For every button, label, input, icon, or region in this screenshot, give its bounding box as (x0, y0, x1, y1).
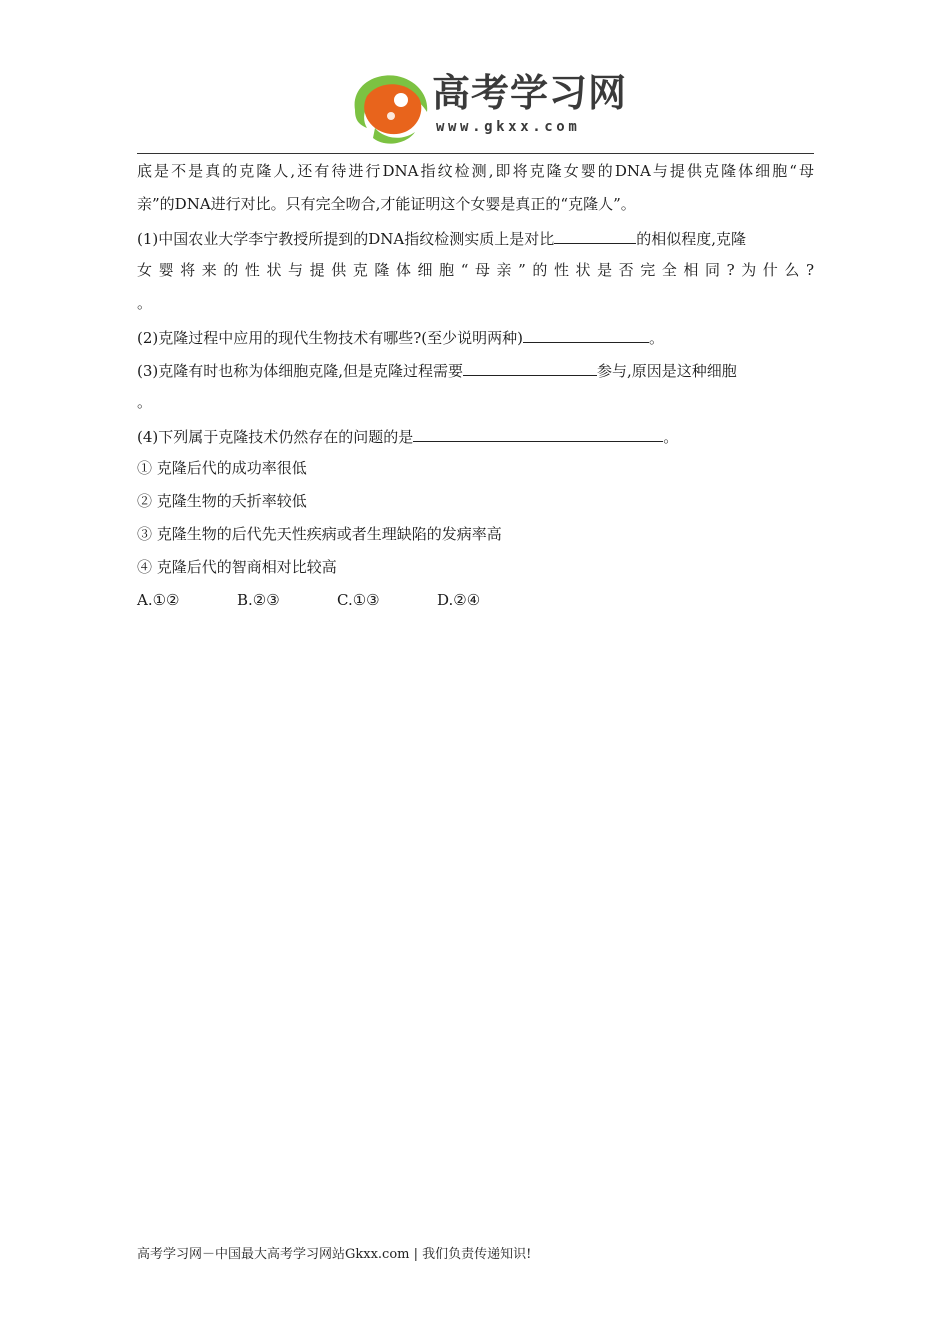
gkxx-logo-icon (345, 66, 435, 148)
logo-url: www.gkxx.com (436, 119, 581, 135)
question-1-text: (1)中国农业大学李宁教授所提到的DNA指纹检测实质上是对比 (137, 230, 555, 248)
option-item: ① 克隆后代的成功率很低 (137, 459, 307, 477)
intro-line: 亲”的DNA进行对比。只有完全吻合,才能证明这个女婴是真正的“克隆人”。 (137, 195, 636, 213)
document-body (137, 155, 814, 617)
option-item: ③ 克隆生物的后代先天性疾病或者生理缺陷的发病率高 (137, 525, 502, 543)
answer-blank[interactable] (523, 320, 649, 343)
question-1-line-2: 女婴将来的性状与提供克隆体细胞“母亲”的性状是否完全相同?为什么? (137, 261, 814, 279)
question-4 (137, 419, 814, 452)
choice-b[interactable]: B.②③ (237, 591, 280, 609)
question-1 (137, 221, 814, 254)
question-1-line-3: 。 (137, 294, 153, 312)
choice-a[interactable]: A.①② (137, 591, 180, 609)
page-header (0, 0, 950, 155)
question-4-end: 。 (663, 428, 679, 446)
choice-row (137, 584, 814, 617)
question-2 (137, 320, 814, 353)
question-3-line-2: 。 (137, 393, 153, 411)
question-4-text: (4)下列属于克隆技术仍然存在的问题的是 (137, 428, 414, 446)
intro-line: 底是不是真的克隆人,还有待进行DNA指纹检测,即将克隆女婴的DNA与提供克隆体细胞“母 (137, 162, 814, 180)
question-3 (137, 353, 814, 386)
question-3-text: (3)克隆有时也称为体细胞克隆,但是克隆过程需要 (137, 362, 464, 380)
answer-blank[interactable] (463, 353, 597, 376)
logo-title: 高考学习网 (432, 71, 628, 115)
answer-blank[interactable] (413, 419, 663, 442)
question-1-text-end: 的相似程度,克隆 (636, 230, 747, 248)
page-footer: 高考学习网－中国最大高考学习网站Gkxx.com | 我们负责传递知识! (137, 1247, 532, 1262)
header-divider (137, 153, 814, 154)
question-3-text-end: 参与,原因是这种细胞 (597, 362, 737, 380)
option-item: ② 克隆生物的夭折率较低 (137, 492, 307, 510)
question-2-end: 。 (649, 329, 665, 347)
answer-blank[interactable] (554, 221, 636, 244)
question-2-text: (2)克隆过程中应用的现代生物技术有哪些?(至少说明两种) (137, 329, 523, 347)
choice-c[interactable]: C.①③ (337, 591, 380, 609)
option-item: ④ 克隆后代的智商相对比较高 (137, 558, 337, 576)
choice-d[interactable]: D.②④ (437, 591, 481, 609)
